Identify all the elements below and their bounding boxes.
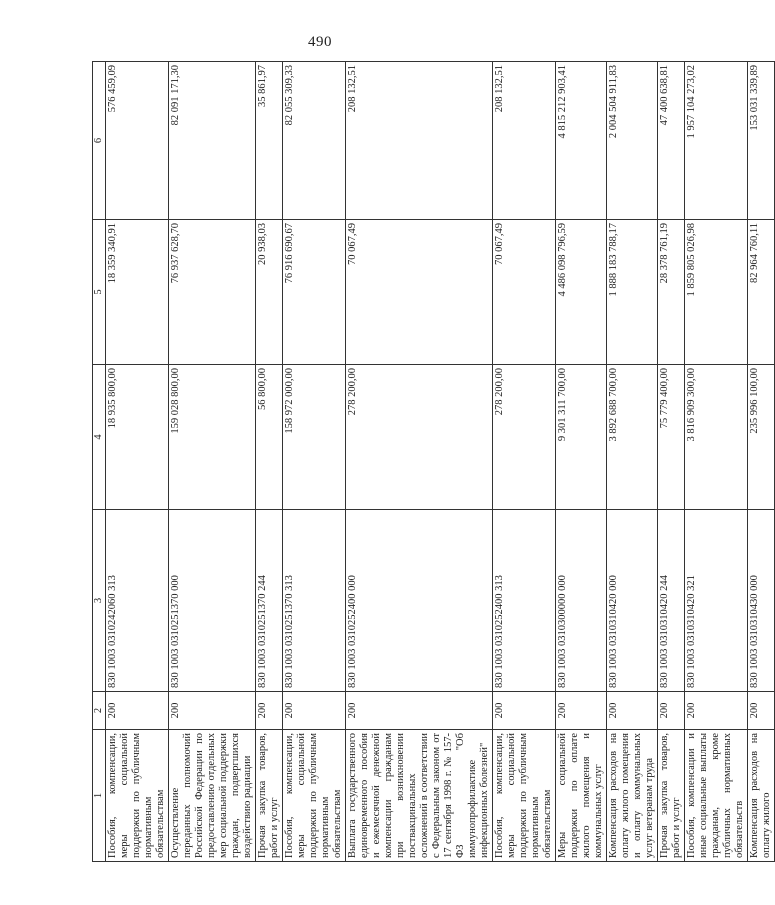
row-plan: 3 816 909 300,00 — [685, 365, 748, 510]
table-row — [748, 62, 775, 862]
row-remainder: 82 091 171,30 — [169, 62, 256, 220]
row-executed: 4 486 098 796,59 — [556, 220, 607, 365]
table-row — [169, 62, 256, 862]
page-number: 490 — [308, 34, 332, 50]
row-executed: 76 916 690,67 — [283, 220, 346, 365]
row-plan: 159 028 800,00 — [169, 365, 256, 510]
row-name: Прочая закупка товаров, работ и услуг — [256, 730, 283, 862]
table-row — [256, 62, 283, 862]
row-code: 830 1003 0310310420 244 — [658, 510, 685, 692]
row-executed: 82 964 760,11 — [748, 220, 775, 365]
table-row — [283, 62, 346, 862]
row-executed: 70 067,49 — [493, 220, 556, 365]
row-plan: 278 200,00 — [493, 365, 556, 510]
budget-table — [92, 61, 775, 862]
table-row — [556, 62, 607, 862]
row-ministry: 200 — [346, 692, 493, 730]
row-name: Пособия, компенсации, меры социальной поддержки по публичным нормативным обязательствам — [493, 730, 556, 862]
row-executed: 76 937 628,70 — [169, 220, 256, 365]
row-code: 830 1003 0310310420 000 — [607, 510, 658, 692]
header-col-6: 6 — [93, 62, 106, 220]
row-executed: 28 378 761,19 — [658, 220, 685, 365]
row-code: 830 1003 0310300000 000 — [556, 510, 607, 692]
row-remainder: 153 031 339,89 — [748, 62, 775, 220]
row-ministry: 200 — [493, 692, 556, 730]
row-remainder: 2 004 504 911,83 — [607, 62, 658, 220]
row-name: Компенсация расходов на оплату жилого помещения и оплату коммунальных услуг ветеранам труда — [607, 730, 658, 862]
table-header-row — [93, 62, 106, 862]
header-col-2: 2 — [93, 692, 106, 730]
row-plan: 75 779 400,00 — [658, 365, 685, 510]
table-row — [658, 62, 685, 862]
row-ministry: 200 — [106, 692, 169, 730]
row-plan: 278 200,00 — [346, 365, 493, 510]
row-executed: 1 888 183 788,17 — [607, 220, 658, 365]
table-row — [493, 62, 556, 862]
row-plan: 3 892 688 700,00 — [607, 365, 658, 510]
row-executed: 1 859 805 026,98 — [685, 220, 748, 365]
row-code: 830 1003 0310251370 244 — [256, 510, 283, 692]
row-ministry: 200 — [283, 692, 346, 730]
header-col-5: 5 — [93, 220, 106, 365]
row-name: Прочая закупка товаров, работ и услуг — [658, 730, 685, 862]
row-code: 830 1003 0310251370 000 — [169, 510, 256, 692]
row-name: Пособия, компенсации, меры социальной поддержки по публичным нормативным обязательствам — [106, 730, 169, 862]
row-plan: 158 972 000,00 — [283, 365, 346, 510]
table-row — [607, 62, 658, 862]
row-remainder: 82 055 309,33 — [283, 62, 346, 220]
row-code: 830 1003 0310252400 000 — [346, 510, 493, 692]
row-code: 830 1003 0310310420 321 — [685, 510, 748, 692]
row-remainder: 35 861,97 — [256, 62, 283, 220]
table-row — [346, 62, 493, 862]
row-name: Осуществление переданных полномочий Российской Федерации по предоставлению отдельных мер социальной поддержки граждан, подвергшихся воздействию радиации — [169, 730, 256, 862]
header-col-1: 1 — [93, 730, 106, 862]
row-executed: 20 938,03 — [256, 220, 283, 365]
row-ministry: 200 — [169, 692, 256, 730]
row-remainder: 208 132,51 — [493, 62, 556, 220]
row-ministry: 200 — [658, 692, 685, 730]
row-plan: 18 935 800,00 — [106, 365, 169, 510]
rotated-table-wrapper — [92, 62, 772, 862]
row-code: 830 1003 0310310430 000 — [748, 510, 775, 692]
row-ministry: 200 — [748, 692, 775, 730]
row-name: Выплата государственного единовременного пособия и ежемесячной денежной компенсации гражданам при возникновении поствакцинальных осложнений в соответствии с Федеральным законом от 17 сентября 1998 г. № 157-ФЗ "Об иммунопрофилактике инфекционных болезней" — [346, 730, 493, 862]
row-remainder: 4 815 212 903,41 — [556, 62, 607, 220]
row-executed: 70 067,49 — [346, 220, 493, 365]
row-name: Компенсация расходов на оплату жилого — [748, 730, 775, 862]
row-name: Меры социальной поддержки по оплате жилого помещения и коммунальных услуг — [556, 730, 607, 862]
row-remainder: 576 459,09 — [106, 62, 169, 220]
row-plan: 9 301 311 700,00 — [556, 365, 607, 510]
row-ministry: 200 — [556, 692, 607, 730]
row-remainder: 1 957 104 273,02 — [685, 62, 748, 220]
row-ministry: 200 — [685, 692, 748, 730]
row-code: 830 1003 0310252400 313 — [493, 510, 556, 692]
row-code: 830 1003 0310242060 313 — [106, 510, 169, 692]
row-ministry: 200 — [607, 692, 658, 730]
row-name: Пособия, компенсации и иные социальные выплаты гражданам, кроме публичных нормативных обязательств — [685, 730, 748, 862]
row-name: Пособия, компенсации, меры социальной поддержки по публичным нормативным обязательствам — [283, 730, 346, 862]
row-plan: 235 996 100,00 — [748, 365, 775, 510]
row-remainder: 208 132,51 — [346, 62, 493, 220]
header-col-3: 3 — [93, 510, 106, 692]
header-col-4: 4 — [93, 365, 106, 510]
table-row — [685, 62, 748, 862]
table-row — [106, 62, 169, 862]
row-code: 830 1003 0310251370 313 — [283, 510, 346, 692]
row-remainder: 47 400 638,81 — [658, 62, 685, 220]
row-plan: 56 800,00 — [256, 365, 283, 510]
row-ministry: 200 — [256, 692, 283, 730]
row-executed: 18 359 340,91 — [106, 220, 169, 365]
